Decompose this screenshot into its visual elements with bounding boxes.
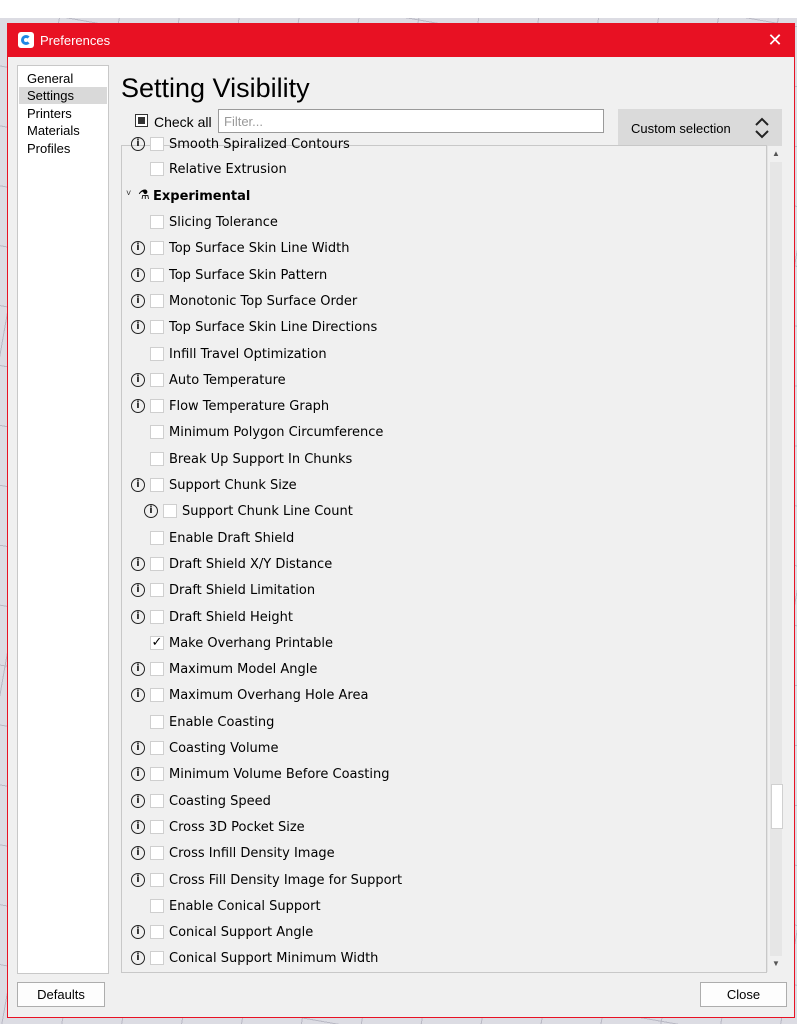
info-icon[interactable]: i [131, 583, 145, 597]
setting-checkbox[interactable] [150, 767, 164, 781]
setting-label: Enable Draft Shield [169, 530, 295, 546]
page-title: Setting Visibility [121, 73, 310, 103]
setting-row[interactable] [122, 393, 762, 419]
cura-logo-icon [18, 32, 34, 48]
setting-label: Maximum Model Angle [169, 662, 318, 678]
setting-row[interactable] [122, 919, 762, 945]
setting-row[interactable] [122, 867, 762, 893]
info-icon[interactable]: i [131, 137, 145, 151]
setting-checkbox[interactable] [150, 925, 164, 939]
close-window-icon[interactable]: ✕ [767, 30, 783, 50]
info-icon[interactable]: i [131, 925, 145, 939]
setting-label: Cross Infill Density Image [169, 846, 335, 862]
setting-checkbox[interactable] [150, 241, 164, 255]
info-icon[interactable]: i [131, 767, 145, 781]
list-scrollbar[interactable] [767, 146, 784, 972]
setting-label: Break Up Support In Chunks [169, 451, 353, 467]
setting-label: Draft Shield Limitation [169, 583, 316, 599]
setting-label: Top Surface Skin Line Directions [169, 320, 378, 336]
info-icon[interactable]: i [131, 373, 145, 387]
setting-checkbox[interactable] [150, 373, 164, 387]
setting-row[interactable] [122, 682, 762, 708]
setting-row[interactable] [122, 341, 762, 367]
setting-label: Minimum Volume Before Coasting [169, 767, 390, 783]
setting-row[interactable] [122, 840, 762, 866]
info-icon[interactable]: i [131, 557, 145, 571]
setting-row[interactable] [122, 814, 762, 840]
scroll-up-arrow-icon[interactable]: ▲ [772, 149, 780, 158]
setting-label: Slicing Tolerance [169, 215, 278, 230]
setting-label: Coasting Speed [169, 793, 271, 809]
check-all-checkbox[interactable] [135, 114, 148, 127]
setting-label: Cross Fill Density Image for Support [169, 872, 403, 888]
nav-item-settings[interactable]: Settings [19, 87, 107, 104]
setting-checkbox[interactable] [150, 688, 164, 702]
setting-label: Flow Temperature Graph [169, 399, 330, 415]
nav-item-general[interactable]: General [27, 71, 74, 86]
setting-checkbox[interactable] [150, 610, 164, 624]
setting-row[interactable] [122, 262, 762, 288]
setting-row[interactable] [122, 131, 762, 157]
setting-label: Monotonic Top Surface Order [169, 293, 358, 309]
setting-label: Top Surface Skin Line Width [169, 241, 350, 257]
setting-row[interactable] [122, 656, 762, 682]
info-icon[interactable]: i [131, 846, 145, 860]
setting-row[interactable] [122, 525, 762, 551]
category-label: Experimental [153, 189, 251, 204]
setting-label: Conical Support Angle [169, 925, 314, 941]
check-all-label[interactable]: Check all [154, 114, 212, 130]
setting-row[interactable] [122, 604, 762, 630]
setting-row[interactable] [122, 498, 762, 524]
setting-checkbox[interactable] [150, 715, 164, 729]
setting-row[interactable] [122, 788, 762, 814]
setting-checkbox[interactable] [150, 846, 164, 860]
setting-row[interactable] [122, 945, 762, 971]
info-icon[interactable]: i [131, 268, 145, 282]
setting-row[interactable] [122, 288, 762, 314]
nav-item-printers[interactable]: Printers [27, 106, 72, 121]
setting-checkbox[interactable] [150, 873, 164, 887]
setting-label: Smooth Spiralized Contours [169, 137, 350, 152]
close-button[interactable]: Close [700, 982, 787, 1007]
scrollbar-track[interactable] [770, 162, 782, 956]
setting-row[interactable] [122, 735, 762, 761]
visibility-preset-value: Custom selection [631, 121, 731, 136]
title-bar[interactable] [8, 24, 794, 57]
preferences-dialog [7, 23, 795, 1018]
category-experimental[interactable] [122, 183, 762, 209]
setting-label: Make Overhang Printable [169, 635, 333, 651]
setting-label: Auto Temperature [169, 372, 286, 388]
setting-checkbox[interactable] [150, 951, 164, 965]
setting-row[interactable] [122, 209, 762, 235]
setting-label: Minimum Polygon Circumference [169, 425, 384, 441]
setting-checkbox[interactable] [150, 531, 164, 545]
chevron-down-icon[interactable]: ˅ [126, 188, 132, 198]
setting-checkbox[interactable] [150, 320, 164, 334]
setting-label: Cross 3D Pocket Size [169, 819, 305, 835]
setting-row[interactable] [122, 446, 762, 472]
setting-label: Relative Extrusion [169, 162, 287, 177]
setting-checkbox[interactable] [150, 137, 164, 151]
setting-checkbox[interactable] [150, 294, 164, 308]
background-app-topbar [0, 0, 797, 19]
setting-row[interactable] [122, 761, 762, 787]
setting-checkbox[interactable] [163, 504, 177, 518]
scroll-down-arrow-icon[interactable]: ▼ [772, 959, 780, 968]
setting-checkbox[interactable] [150, 662, 164, 676]
preferences-nav [17, 65, 109, 974]
info-icon[interactable]: i [131, 741, 145, 755]
setting-label: Infill Travel Optimization [169, 346, 327, 362]
flask-icon: ⚗ [138, 187, 150, 202]
setting-checkbox[interactable] [150, 583, 164, 597]
setting-label: Enable Coasting [169, 714, 275, 730]
setting-checkbox[interactable] [150, 268, 164, 282]
info-icon[interactable]: i [131, 610, 145, 624]
nav-item-materials[interactable]: Materials [27, 123, 80, 138]
info-icon[interactable]: i [131, 688, 145, 702]
setting-label: Draft Shield Height [169, 609, 293, 625]
info-icon[interactable]: i [131, 320, 145, 334]
setting-checkbox[interactable] [150, 899, 164, 913]
window-title: Preferences [40, 33, 111, 48]
nav-item-profiles[interactable]: Profiles [27, 141, 71, 156]
setting-checkbox[interactable] [150, 478, 164, 492]
setting-checkbox[interactable] [150, 741, 164, 755]
info-icon[interactable]: i [131, 241, 145, 255]
setting-row[interactable] [122, 630, 762, 656]
setting-row[interactable] [122, 551, 762, 577]
setting-row[interactable] [122, 314, 762, 340]
setting-checkbox[interactable] [150, 557, 164, 571]
info-icon[interactable]: i [131, 294, 145, 308]
setting-label: Coasting Volume [169, 741, 279, 756]
info-icon[interactable]: i [131, 820, 145, 834]
setting-row[interactable] [122, 709, 762, 735]
setting-row[interactable] [122, 472, 762, 498]
info-icon[interactable]: i [131, 662, 145, 676]
setting-label: Maximum Overhang Hole Area [169, 688, 369, 704]
setting-row[interactable] [122, 893, 762, 919]
info-icon[interactable]: i [131, 873, 145, 887]
setting-row[interactable] [122, 419, 762, 445]
setting-checkbox[interactable] [150, 162, 164, 176]
defaults-button[interactable]: Defaults [17, 982, 105, 1007]
setting-checkbox[interactable] [150, 215, 164, 229]
setting-checkbox[interactable] [150, 452, 164, 466]
setting-label: Support Chunk Line Count [182, 504, 353, 520]
info-icon[interactable]: i [131, 794, 145, 808]
filter-input[interactable] [218, 109, 604, 133]
setting-checkbox[interactable] [150, 347, 164, 361]
info-icon[interactable]: i [144, 504, 158, 518]
setting-row[interactable] [122, 235, 762, 261]
setting-label: Support Chunk Size [169, 478, 297, 493]
setting-checkbox[interactable]: ✓ [151, 634, 163, 650]
setting-label: Enable Conical Support [169, 898, 321, 914]
setting-label: Conical Support Minimum Width [169, 951, 379, 967]
setting-checkbox[interactable] [150, 399, 164, 413]
settings-list [121, 137, 780, 973]
scrollbar-thumb[interactable] [771, 784, 783, 829]
info-icon[interactable]: i [131, 951, 145, 965]
setting-row[interactable] [122, 367, 762, 393]
setting-label: Draft Shield X/Y Distance [169, 556, 333, 572]
setting-row[interactable] [122, 577, 762, 603]
setting-checkbox[interactable] [150, 425, 164, 439]
info-icon[interactable]: i [131, 478, 145, 492]
setting-checkbox[interactable] [150, 794, 164, 808]
setting-checkbox[interactable] [150, 820, 164, 834]
setting-row[interactable] [122, 156, 762, 182]
info-icon[interactable]: i [131, 399, 145, 413]
setting-label: Top Surface Skin Pattern [169, 267, 328, 283]
